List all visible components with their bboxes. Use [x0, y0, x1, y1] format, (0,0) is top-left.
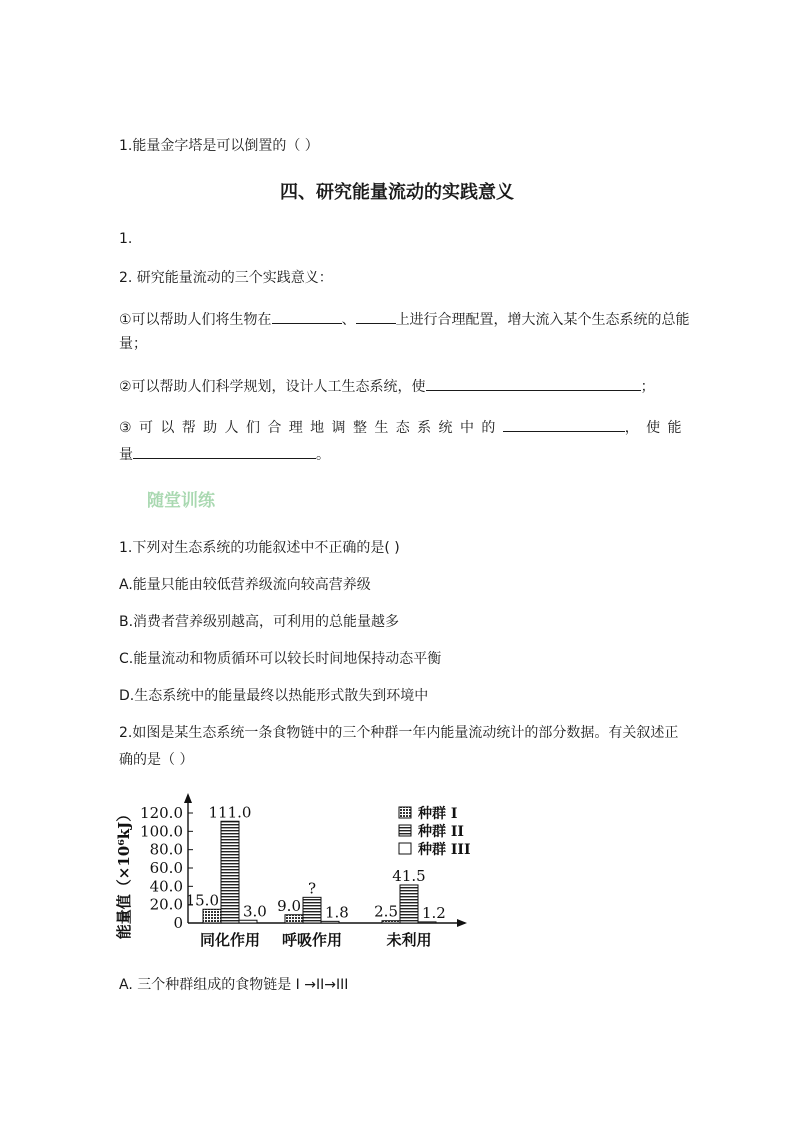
bar	[418, 922, 436, 923]
data-label: 111.0	[208, 803, 252, 822]
fill-blank[interactable]	[272, 308, 342, 324]
point-b-text-2: ；	[640, 379, 655, 395]
y-axis-arrow	[184, 793, 192, 803]
bar	[321, 921, 339, 923]
point-c-text-2: ，使能	[624, 420, 689, 436]
practice-1-stem: 1.下列对生态系统的功能叙述中不正确的是( )	[119, 540, 400, 556]
y-axis-label: 能量值（×10⁶kJ）	[115, 806, 133, 940]
item-1: 1.	[119, 231, 133, 247]
point-c-text-4: 。	[316, 447, 330, 463]
fill-blank[interactable]	[426, 375, 641, 391]
data-label: 9.0	[277, 896, 301, 915]
data-label: 2.5	[374, 902, 398, 921]
item-2-point-a	[119, 308, 690, 330]
practice-heading: 随堂训练	[147, 491, 215, 511]
fill-blank[interactable]	[356, 308, 396, 324]
practice-1-option-c[interactable]: C.能量流动和物质循环可以较长时间地保持动态平衡	[119, 651, 442, 667]
practice-2-option-a[interactable]: A. 三个种群组成的食物链是 I →II→III	[119, 977, 349, 993]
point-a-text-2: 上进行合理配置，增大流入某个生态系统的总能	[395, 312, 690, 328]
legend-label: 种群 II	[418, 824, 464, 840]
data-label: 15.0	[185, 891, 219, 910]
x-axis-arrow	[457, 919, 467, 927]
point-a-sep: 、	[341, 312, 356, 328]
legend-swatch	[399, 807, 411, 818]
fill-blank[interactable]	[133, 443, 316, 459]
bar	[382, 921, 400, 923]
y-tick-label: 60.0	[149, 859, 183, 877]
section-title: 四、研究能量流动的实践意义	[280, 182, 514, 203]
item-2-point-c-cont	[119, 443, 675, 465]
practice-2-stem-2: 确的是（ ）	[119, 752, 194, 768]
x-category-label: 未利用	[386, 931, 432, 949]
point-b-text-1: ②可以帮助人们科学规划，设计人工生态系统，使	[119, 379, 426, 395]
point-a-text-1: ①可以帮助人们将生物在	[119, 312, 272, 328]
y-tick-label: 0	[173, 914, 183, 932]
point-c-text-3: 量	[119, 447, 133, 463]
practice-1-option-d[interactable]: D.生态系统中的能量最终以热能形式散失到环境中	[119, 688, 429, 704]
question-pyramid-inverted: 1.能量金字塔是可以倒置的（ ）	[119, 138, 319, 154]
point-a-text-3: 量；	[119, 336, 147, 352]
practice-1-option-a[interactable]: A.能量只能由较低营养级流向较高营养级	[119, 577, 371, 593]
y-tick-label: 20.0	[149, 895, 183, 914]
data-label: 1.2	[422, 903, 446, 922]
practice-1-option-b[interactable]: B.消费者营养级别越高，可利用的总能量越多	[119, 614, 400, 630]
y-tick-label: 40.0	[149, 877, 183, 896]
data-label: 3.0	[243, 902, 267, 921]
item-2-point-c	[119, 416, 689, 438]
bar	[239, 920, 257, 923]
bar	[285, 915, 303, 923]
bar	[400, 885, 418, 923]
point-c-text-1: ③可以帮助人们合理地调整生态系统中的	[119, 420, 503, 436]
item-2-heading: 2. 研究能量流动的三个实践意义：	[119, 270, 333, 286]
legend-swatch	[399, 825, 411, 836]
practice-2-stem-1: 2.如图是某生态系统一条食物链中的三个种群一年内能量流动统计的部分数据。有关叙述正	[119, 725, 679, 741]
y-tick-label: 120.0	[140, 804, 183, 822]
x-category-label: 呼吸作用	[281, 931, 343, 949]
legend-label: 种群 III	[418, 842, 471, 858]
legend-label: 种群 I	[418, 806, 458, 822]
y-tick-label: 80.0	[149, 840, 183, 859]
data-label: 1.8	[325, 903, 349, 922]
bar	[203, 909, 221, 923]
data-label: ?	[307, 879, 317, 898]
energy-flow-bar-chart	[115, 785, 475, 955]
data-label: 41.5	[392, 866, 426, 885]
item-2-point-b	[119, 375, 675, 397]
legend-swatch	[399, 843, 411, 854]
fill-blank[interactable]	[503, 416, 625, 432]
bar	[303, 897, 321, 923]
x-category-label: 同化作用	[199, 931, 261, 949]
bar	[221, 821, 239, 923]
y-tick-label: 100.0	[140, 822, 183, 841]
